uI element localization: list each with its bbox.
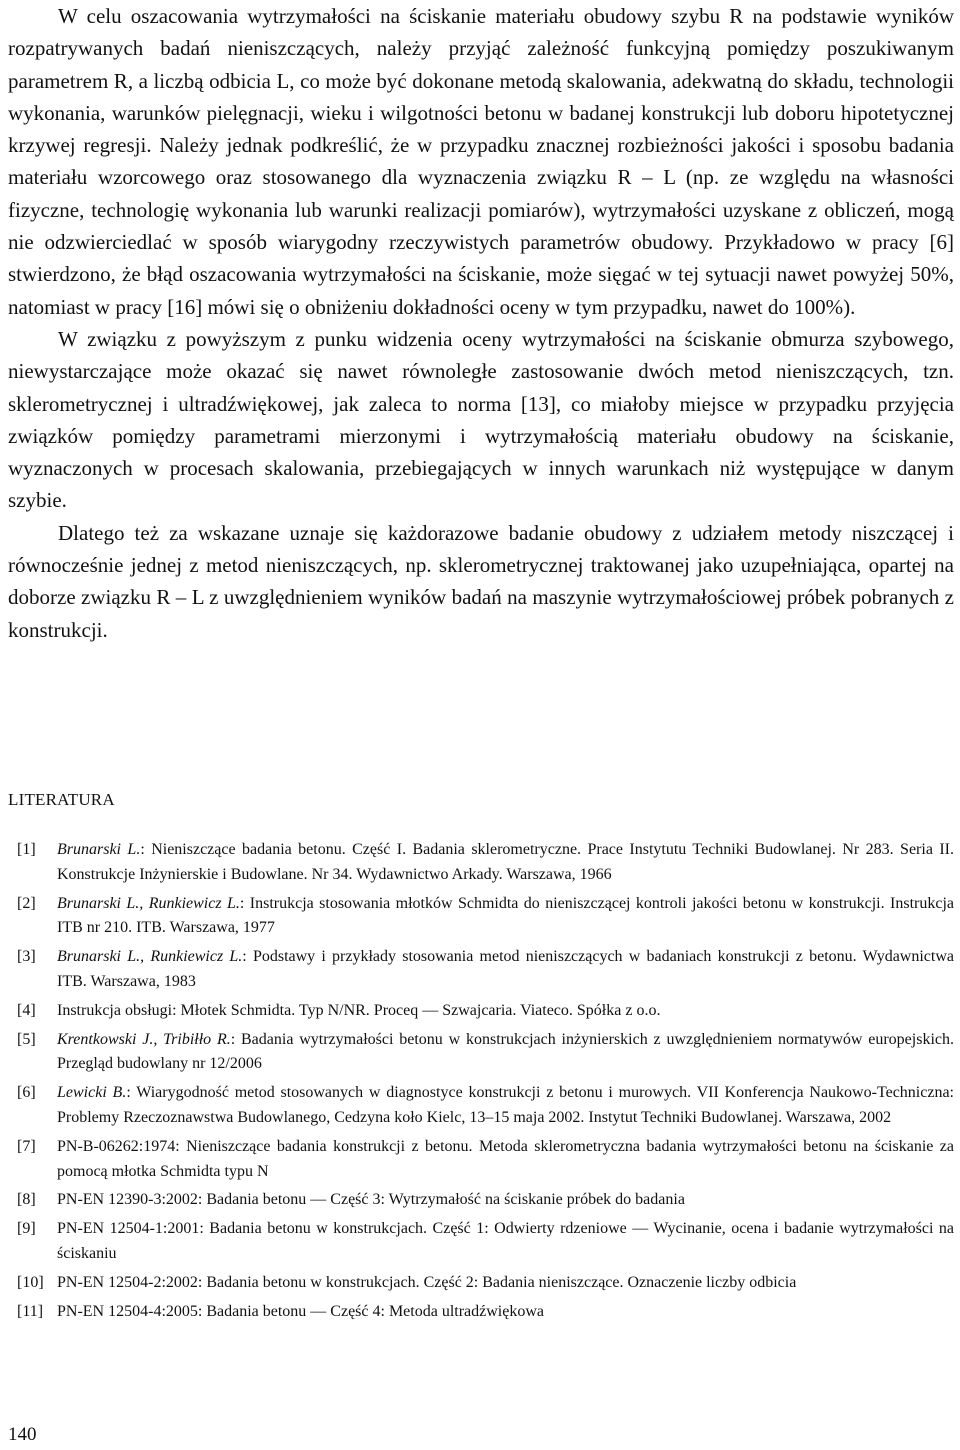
reference-number: [4] [17, 1001, 36, 1019]
reference-item [8, 999, 954, 1024]
reference-number: [10] [17, 1273, 44, 1291]
reference-number: [8] [17, 1191, 36, 1209]
reference-item [8, 1300, 954, 1325]
reference-text: PN-EN 12504-2:2002: Badania betonu w konstrukcjach. Część 2: Badania nieniszczące. Oznaczenie liczby odbicia [57, 1273, 797, 1291]
reference-number: [6] [17, 1084, 36, 1102]
reference-text: : Instrukcja stosowania młotków Schmidta do nieniszczącej kontroli jakości betonu w konstrukcji. Instrukcja ITB nr 210. ITB. Warszawa, 1977 [57, 894, 954, 937]
reference-item [8, 892, 954, 942]
reference-number: [1] [17, 841, 36, 858]
body-text [8, 0, 954, 646]
reference-item [8, 1217, 954, 1267]
reference-text: PN-EN 12504-4:2005: Badania betonu — Część 4: Metoda ultradźwiękowa [57, 1302, 544, 1320]
references-list [8, 838, 954, 1328]
reference-item [8, 945, 954, 995]
page [8, 0, 954, 646]
reference-item [8, 1271, 954, 1296]
reference-number: [9] [17, 1220, 36, 1238]
paragraph-1: W celu oszacowania wytrzymałości na ściskanie materiału obudowy szybu R na podstawie wyników rozpatrywanych badań nieniszczących, należy przyjąć zależność funkcyjną pomiędzy poszukiwanym parametrem R, a liczbą odbicia L, co może być dokonane metodą skalowania, adekwatną do składu, technologii wykonania, warunków pielęgnacji, wieku i wilgotności betonu w badanej konstrukcji lub doboru hipotetycznej krzywej regresji. Należy jednak podkreślić, że w przypadku znacznej rozbieżności jakości i sposobu badania materiału wzorcowego oraz stosowanego dla wyznaczenia związku R – L (np. ze względu na własności fizyczne, technologię wykonania lub warunki realizacji pomiarów), wytrzymałości uzyskane z obliczeń, mogą nie odzwierciedlać w sposób wiarygodny rzeczywistych parametrów obudowy. Przykładowo w pracy [6] stwierdzono, że błąd oszacowania wytrzymałości na ściskanie, może sięgać w tej sytuacji nawet powyżej 50%, natomiast w pracy [16] mówi się o obniżeniu dokładności oceny w tym przypadku, nawet do 100%). [8, 4, 954, 319]
reference-item [8, 838, 954, 888]
reference-text: PN-EN 12390-3:2002: Badania betonu — Część 3: Wytrzymałość na ściskanie próbek do badania [57, 1191, 685, 1209]
references-title: LITERATURA [8, 790, 115, 809]
reference-authors: Krentkowski J., Tribiłło R. [57, 1030, 231, 1048]
reference-authors: Brunarski L., Runkiewicz L. [57, 894, 240, 912]
reference-number: [3] [17, 948, 36, 966]
reference-text: : Nieniszczące badania betonu. Część I. Badania sklerometryczne. Prace Instytutu Techniki Budowlanej. Nr 283. Seria II. Konstrukcje Inżynierskie i Budowlane. Nr 34. Wydawnictwo Arkady. Warszawa, 1966 [57, 841, 955, 883]
paragraph-2: W związku z powyższym z punku widzenia oceny wytrzymałości na ściskanie obmurza szybowego, niewystarczające może okazać się nawet równoległe zastosowanie dwóch metod nieniszczących, tzn. sklerometrycznej i ultradźwiękowej, jak zaleca to norma [13], co miałoby miejsce w przypadku przyjęcia związków pomiędzy parametrami mierzonymi i wytrzymałością materiału obudowy na ściskanie, wyznaczonych w procesach skalowania, przebiegających w innych warunkach niż występujące w danym szybie. [8, 326, 954, 513]
reference-item [8, 1135, 954, 1185]
reference-number: [5] [17, 1030, 36, 1048]
reference-number: [7] [17, 1137, 36, 1155]
reference-text: Instrukcja obsługi: Młotek Schmidta. Typ N/NR. Proceq — Szwajcaria. Viateco. Spółka z o.o. [57, 1001, 661, 1019]
paragraph-3: Dlatego też za wskazane uznaje się każdorazowe badanie obudowy z udziałem metody niszczącej i równocześnie jednej z metod nieniszczących, np. sklerometrycznej traktowanej jako uzupełniająca, opartej na doborze związku R – L z uwzględnieniem wyników badań na maszynie wytrzymałościowej próbek pobranych z konstrukcji. [8, 520, 954, 642]
reference-text: : Wiarygodność metod stosowanych w diagnostyce konstrukcji z betonu i murowych. VII Konferencja Naukowo-Techniczna: Problemy Rzeczoznawstwa Budowlanego, Cedzyna koło Kielc, 13–15 maja 2002. Instytut Techniki Budowlanej. Warszawa, 2002 [57, 1084, 954, 1126]
page-number: 140 [8, 1424, 37, 1445]
reference-text: PN-B-06262:1974: Nieniszczące badania konstrukcji z betonu. Metoda sklerometryczna badania wytrzymałości betonu na ściskanie za pomocą młotka Schmidta typu N [57, 1137, 954, 1180]
reference-text: : Podstawy i przykłady stosowania metod nieniszczących w badaniach konstrukcji z betonu. Wydawnictwa ITB. Warszawa, 1983 [57, 948, 955, 990]
reference-text: : Badania wytrzymałości betonu w konstrukcjach inżynierskich z uwzględnieniem normatywów europejskich. Przegląd budowlany nr 12/2006 [57, 1030, 954, 1073]
reference-authors: Brunarski L. [57, 841, 141, 858]
reference-authors: Brunarski L., Runkiewicz L. [57, 948, 243, 966]
reference-item [8, 1028, 954, 1078]
reference-text: PN-EN 12504-1:2001: Badania betonu w konstrukcjach. Część 1: Odwierty rdzeniowe — Wycinanie, ocena i badanie wytrzymałości na ściskaniu [57, 1220, 954, 1262]
reference-number: [2] [17, 894, 36, 912]
reference-item [8, 1081, 954, 1131]
reference-number: [11] [17, 1302, 44, 1320]
reference-authors: Lewicki B. [57, 1084, 127, 1102]
reference-item [8, 1188, 954, 1213]
